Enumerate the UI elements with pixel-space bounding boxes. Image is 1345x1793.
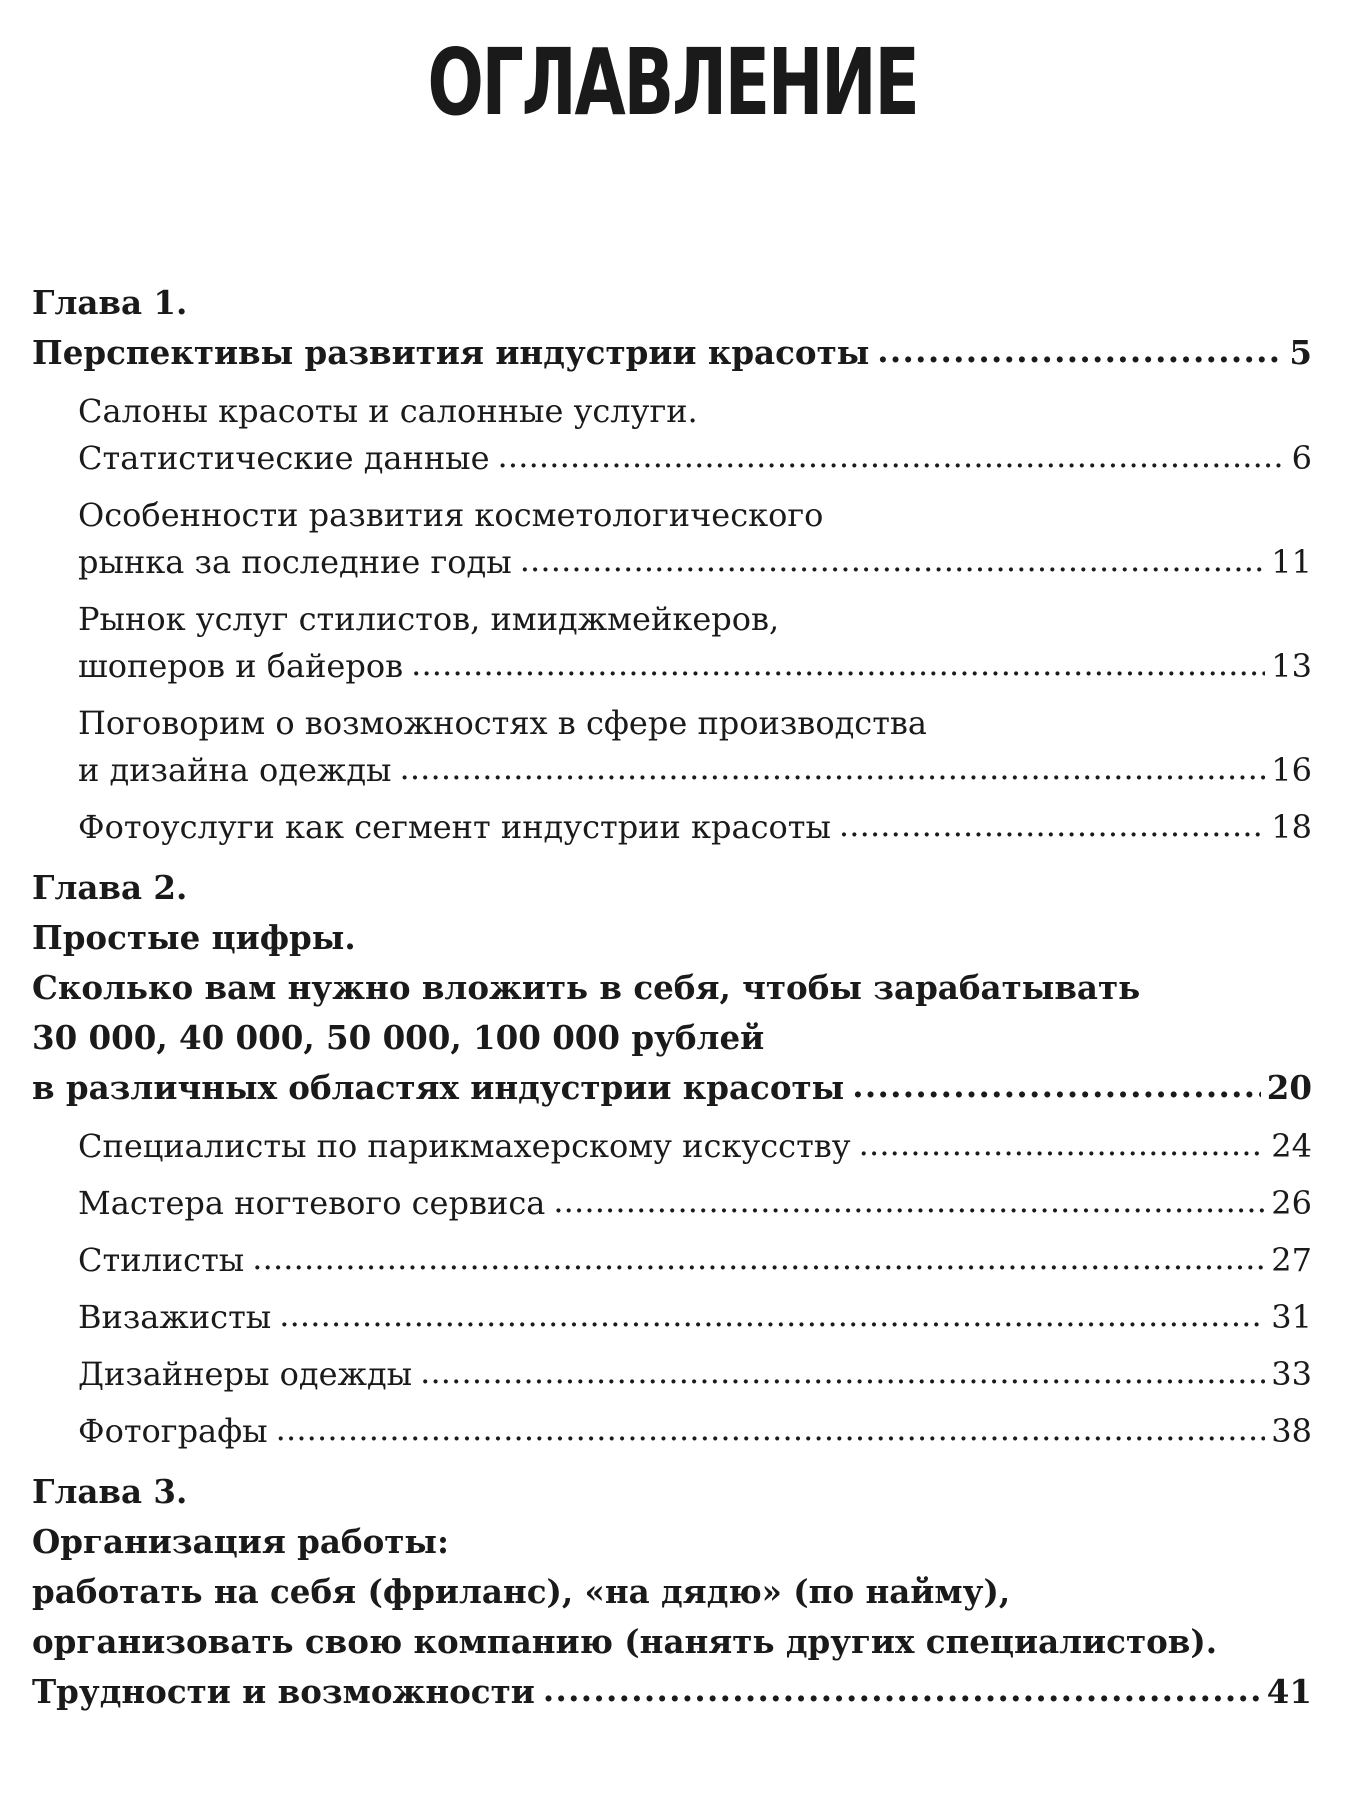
section-last-line[interactable] [78, 1351, 1312, 1398]
entry-title: Дизайнеры одежды [78, 1355, 413, 1393]
page-number: 38 [1271, 1412, 1312, 1450]
entry-title: Специалисты по парикмахерскому искусству [78, 1127, 851, 1165]
section-last-line[interactable] [78, 539, 1312, 586]
page-number: 6 [1291, 439, 1312, 477]
page-number: 16 [1271, 751, 1312, 789]
page-number: 27 [1271, 1241, 1312, 1279]
dot-leader [276, 1406, 1266, 1453]
dot-leader [852, 1061, 1261, 1111]
section-title-line: Рынок услуг стилистов, имиджмейкеров, [78, 600, 780, 638]
dot-leader [839, 802, 1265, 849]
entry-title: Трудности и возможности [32, 1672, 535, 1711]
entry-title: Фотоуслуги как сегмент индустрии красоты [78, 808, 831, 846]
section-last-line[interactable] [78, 435, 1312, 482]
page-number: 41 [1266, 1672, 1312, 1711]
entry-title: и дизайна одежды [78, 751, 392, 789]
page-number: 20 [1266, 1068, 1312, 1107]
chapter-block [32, 1467, 1312, 1717]
chapter-title-line: Сколько вам нужно вложить в себя, чтобы зарабатывать [32, 968, 1141, 1007]
dot-leader [411, 641, 1265, 688]
page-number: 11 [1271, 543, 1312, 581]
section-entry[interactable] [78, 1351, 1312, 1398]
section-title-line: Салоны красоты и салонные услуги. [78, 392, 698, 430]
entry-title: Перспективы развития индустрии красоты [32, 333, 870, 372]
section-title-line: Особенности развития косметологического [78, 496, 824, 534]
dot-leader [498, 433, 1282, 480]
dot-leader [877, 326, 1282, 376]
section-last-line[interactable] [78, 1180, 1312, 1227]
chapter-label: Глава 3. [32, 1472, 188, 1511]
section-last-line[interactable] [78, 804, 1312, 851]
chapter-block [32, 863, 1312, 1455]
dot-leader [420, 1349, 1265, 1396]
entry-title: шоперов и байеров [78, 647, 404, 685]
section-last-line[interactable] [78, 1237, 1312, 1284]
section-last-line[interactable] [78, 643, 1312, 690]
section-last-line[interactable] [78, 747, 1312, 794]
entry-title: Мастера ногтевого сервиса [78, 1184, 546, 1222]
section-entry[interactable] [78, 388, 1312, 482]
chapter-title-line: 30 000, 40 000, 50 000, 100 000 рублей [32, 1018, 765, 1057]
page-number: 5 [1289, 333, 1312, 372]
entry-title: Статистические данные [78, 439, 490, 477]
page-number: 13 [1271, 647, 1312, 685]
entry-title: в различных областях индустрии красоты [32, 1068, 845, 1107]
section-entry[interactable] [78, 700, 1312, 794]
table-of-contents [32, 278, 1312, 1717]
section-entry[interactable] [78, 804, 1312, 851]
chapter-block [32, 278, 1312, 851]
page-number: 26 [1271, 1184, 1312, 1222]
section-entry[interactable] [78, 1123, 1312, 1170]
section-last-line[interactable] [78, 1123, 1312, 1170]
chapter-entry[interactable] [32, 1063, 1312, 1113]
section-entry[interactable] [78, 1408, 1312, 1455]
chapter-label: Глава 1. [32, 283, 188, 322]
section-entry[interactable] [78, 1180, 1312, 1227]
entry-title: рынка за последние годы [78, 543, 512, 581]
entry-title: Визажисты [78, 1298, 272, 1336]
section-title-line: Поговорим о возможностях в сфере производства [78, 704, 927, 742]
chapter-label: Глава 2. [32, 868, 188, 907]
page-number: 24 [1271, 1127, 1312, 1165]
dot-leader [279, 1292, 1265, 1339]
chapter-title-line: Простые цифры. [32, 918, 356, 957]
dot-leader [859, 1121, 1266, 1168]
section-last-line[interactable] [78, 1294, 1312, 1341]
page-number: 33 [1271, 1355, 1312, 1393]
section-last-line[interactable] [78, 1408, 1312, 1455]
chapter-entry[interactable] [32, 328, 1312, 378]
dot-leader [553, 1178, 1265, 1225]
section-entry[interactable] [78, 596, 1312, 690]
dot-leader [399, 745, 1265, 792]
chapter-title-line: работать на себя (фриланс), «на дядю» (по найму), [32, 1572, 1011, 1611]
section-entry[interactable] [78, 492, 1312, 586]
chapter-title-line: Организация работы: [32, 1522, 449, 1561]
page-number: 31 [1271, 1298, 1312, 1336]
chapter-title-line: организовать свою компанию (нанять других специалистов). [32, 1622, 1218, 1661]
dot-leader [520, 537, 1266, 584]
dot-leader [543, 1665, 1261, 1715]
section-entry[interactable] [78, 1237, 1312, 1284]
dot-leader [252, 1235, 1265, 1282]
page-title: ОГЛАВЛЕНИЕ [427, 29, 918, 136]
page-number: 18 [1271, 808, 1312, 846]
section-entry[interactable] [78, 1294, 1312, 1341]
entry-title: Стилисты [78, 1241, 245, 1279]
entry-title: Фотографы [78, 1412, 268, 1450]
chapter-entry[interactable] [32, 1667, 1312, 1717]
